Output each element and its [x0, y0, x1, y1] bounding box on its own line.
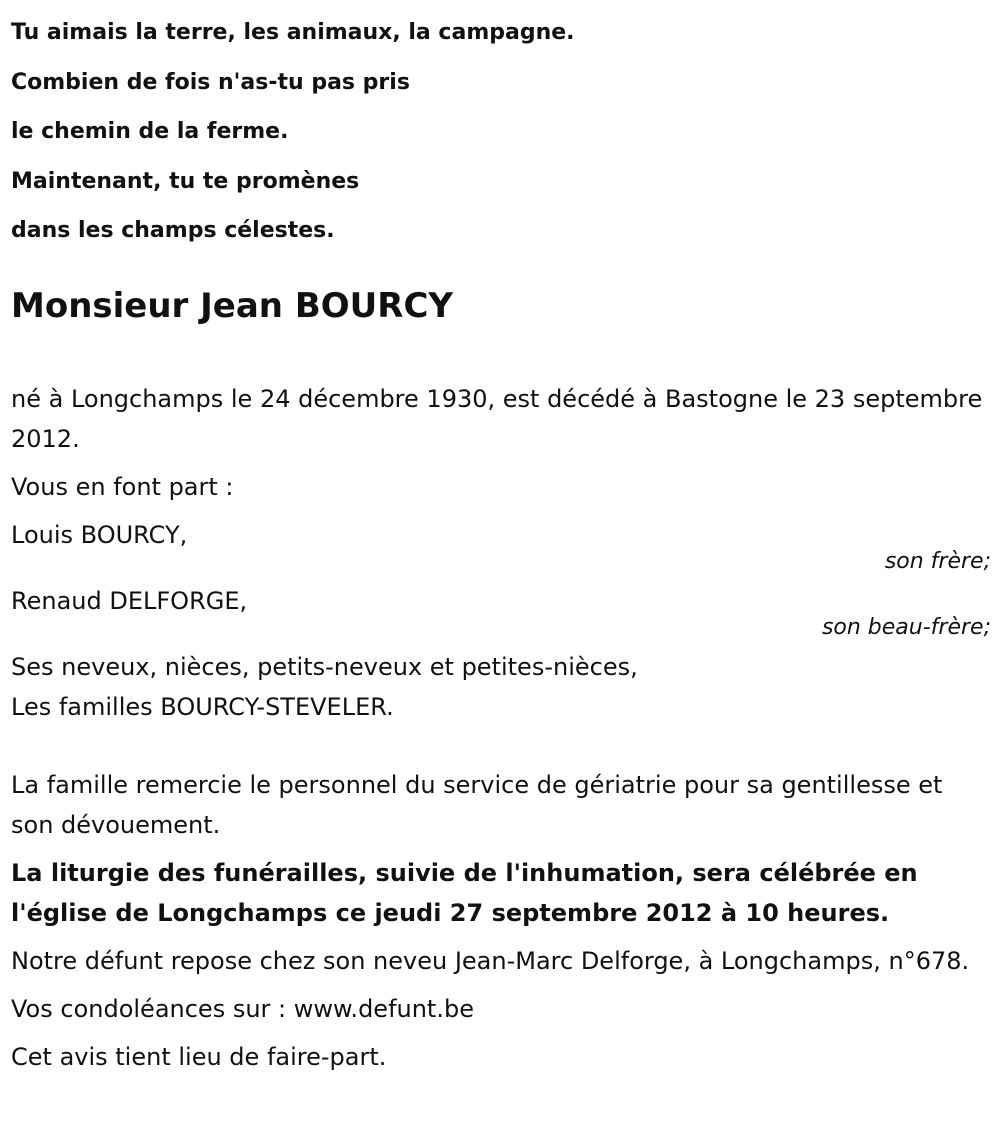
birth-death-paragraph: né à Longchamps le 24 décembre 1930, est décédé à Bastogne le 23 septembre 2012.	[11, 384, 983, 453]
resting-place-paragraph: Notre défunt repose chez son neveu Jean-Marc Delforge, à Longchamps, n°678.	[11, 946, 970, 975]
poem-line: Combien de fois n'as-tu pas pris	[11, 69, 410, 95]
poem-line: Tu aimais la terre, les animaux, la campagne.	[11, 20, 575, 45]
deceased-name-title: Monsieur Jean BOURCY	[11, 285, 454, 326]
announce-text: Vous en font part :	[11, 472, 234, 501]
relative-name: Renaud DELFORGE,	[11, 586, 248, 615]
poem-line: le chemin de la ferme.	[11, 119, 289, 144]
relative-entry	[11, 515, 991, 581]
poem-line: Maintenant, tu te promènes	[11, 168, 360, 194]
relative-relation: son frère;	[884, 548, 991, 574]
condolences-line: Vos condoléances sur : www.defunt.be	[11, 994, 474, 1023]
liturgy-paragraph: La liturgie des funérailles, suivie de l'inhumation, sera célébrée en l'église de Longchamps ce jeudi 27 septembre 2012 à 10 heures.	[11, 858, 918, 927]
family-line: Ses neveux, nièces, petits-neveux et petites-nièces,	[11, 652, 638, 681]
relative-entry	[11, 581, 991, 647]
family-line: Les familles BOURCY-STEVELER.	[11, 692, 394, 721]
section-spacer	[11, 727, 991, 765]
poem	[11, 8, 991, 256]
relative-relation: son beau-frère;	[821, 614, 991, 640]
poem-line: dans les champs célestes.	[11, 218, 335, 243]
thanks-paragraph: La famille remercie le personnel du service de gériatrie pour sa gentillesse et son dévouement.	[11, 770, 943, 839]
obituary-notice	[11, 0, 991, 1077]
notice-line: Cet avis tient lieu de faire-part.	[11, 1042, 387, 1071]
family-list	[11, 647, 991, 727]
relative-name: Louis BOURCY,	[11, 520, 188, 549]
